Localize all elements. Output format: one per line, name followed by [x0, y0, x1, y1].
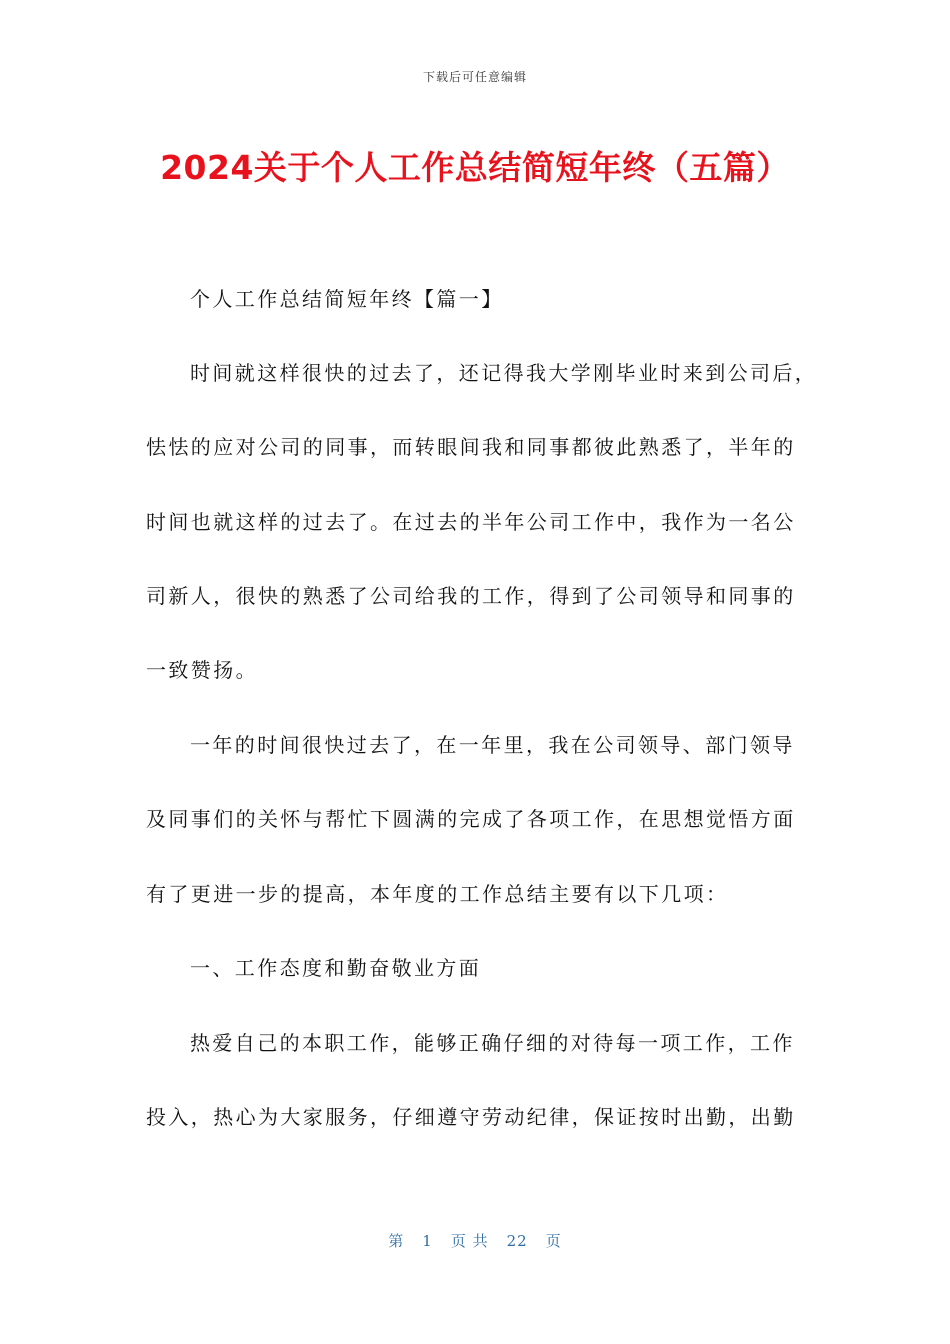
header-note: 下载后可任意编辑	[422, 70, 527, 84]
paragraph-line: 投入，热心为大家服务，仔细遵守劳动纪律，保证按时出勤，出勤	[146, 1105, 796, 1129]
page-suffix: 页	[545, 1232, 562, 1250]
current-page-number: 1	[422, 1232, 433, 1250]
paragraph-line: 有了更进一步的提高，本年度的工作总结主要有以下几项：	[146, 882, 729, 906]
section-heading: 个人工作总结简短年终【篇一】	[190, 287, 504, 311]
paragraph-line: 及同事们的关怀与帮忙下圆满的完成了各项工作，在思想觉悟方面	[146, 807, 796, 831]
paragraph-line: 热爱自己的本职工作，能够正确仔细的对待每一项工作，工作	[190, 1031, 795, 1055]
paragraph-line: 怯怯的应对公司的同事，而转眼间我和同事都彼此熟悉了，半年的	[146, 435, 796, 459]
page-prefix: 第	[388, 1232, 405, 1250]
subsection-heading: 一、工作态度和勤奋敬业方面	[190, 956, 482, 980]
paragraph-line: 时间也就这样的过去了。在过去的半年公司工作中，我作为一名公	[146, 510, 796, 534]
paragraph-line: 一年的时间很快过去了，在一年里，我在公司领导、部门领导	[190, 733, 795, 757]
paragraph-line: 司新人，很快的熟悉了公司给我的工作，得到了公司领导和同事的	[146, 584, 796, 608]
document-title: 2024关于个人工作总结简短年终（五篇）	[160, 148, 790, 187]
paragraph-line: 时间就这样很快的过去了，还记得我大学刚毕业时来到公司后，	[190, 361, 818, 385]
total-pages-number: 22	[506, 1232, 528, 1250]
paragraph-line: 一致赞扬。	[146, 658, 258, 682]
page-mid-text: 页 共	[450, 1232, 489, 1250]
page-footer	[0, 1230, 950, 1251]
